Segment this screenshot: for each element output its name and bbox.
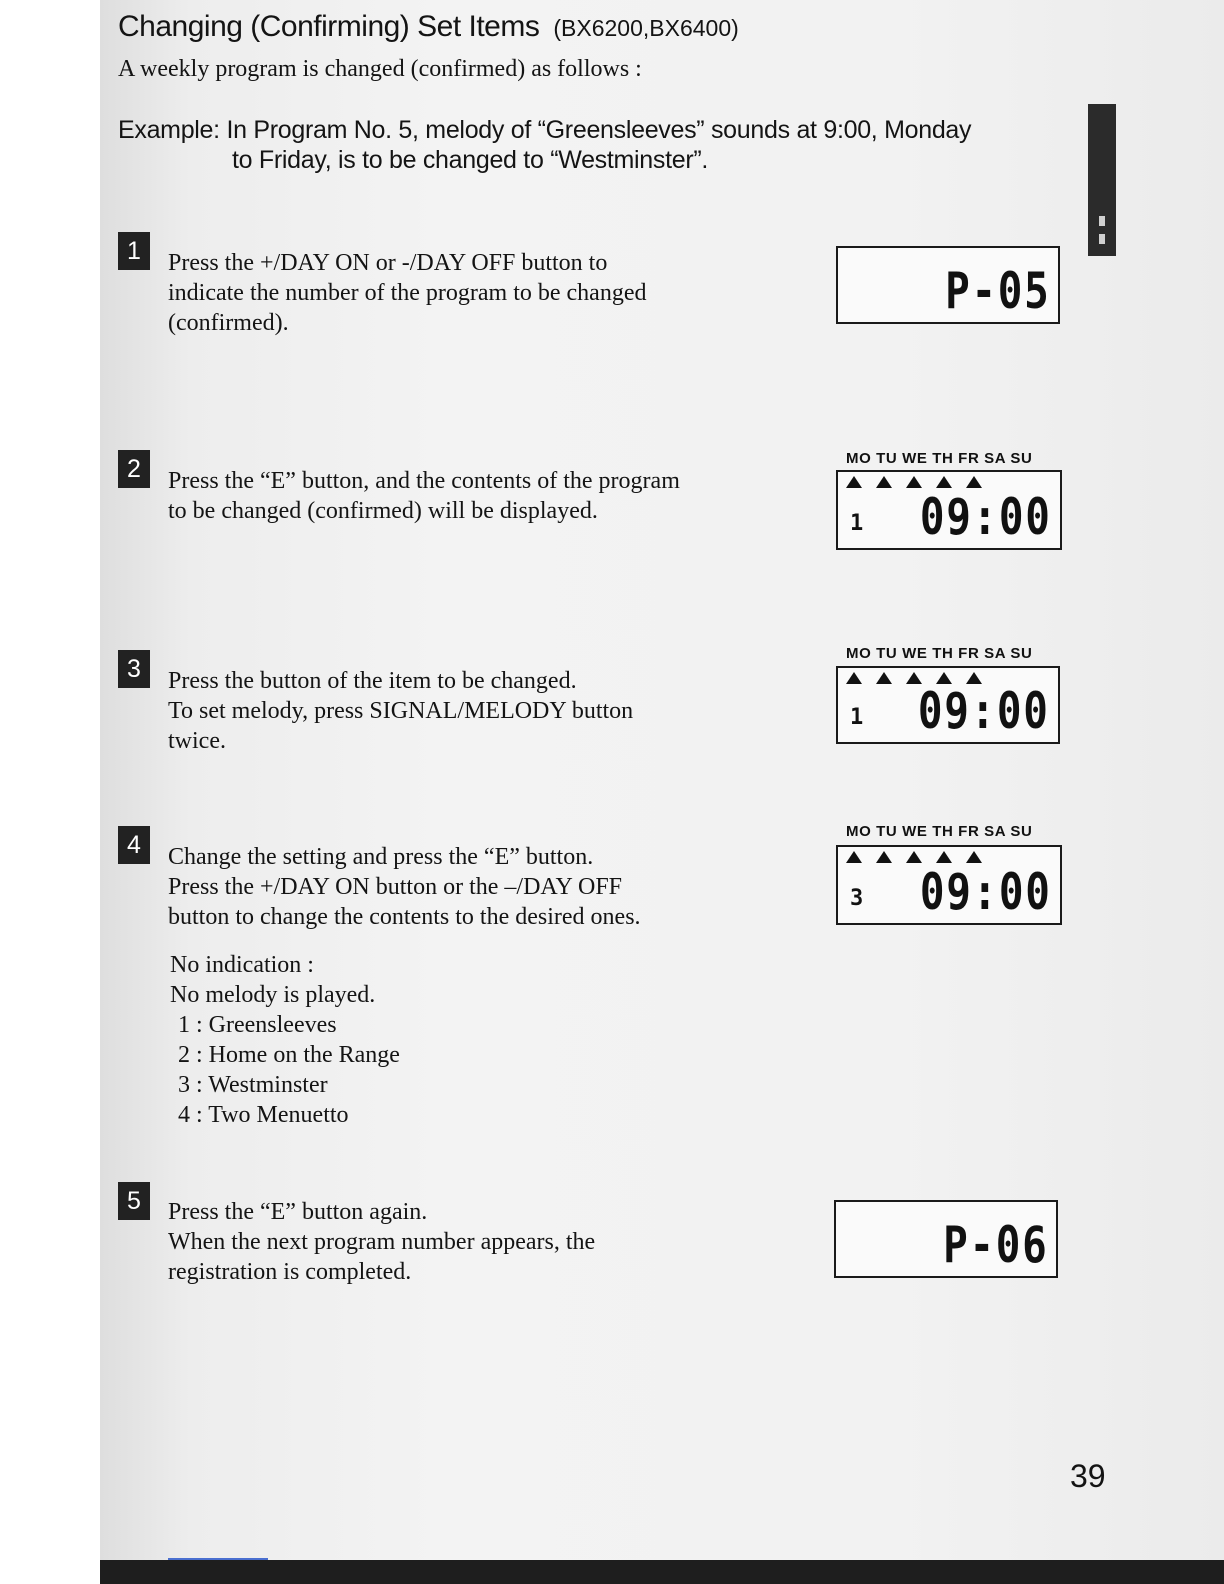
lcd-value: 09:00	[920, 488, 1052, 546]
step-text	[168, 842, 641, 932]
bottom-edge	[100, 1560, 1224, 1584]
lcd-value: 09:00	[918, 682, 1050, 740]
example-line: to Friday, is to be changed to “Westminster”.	[232, 146, 709, 174]
step-line: registration is completed.	[168, 1259, 412, 1285]
language-tab	[1088, 104, 1116, 256]
link-underline	[168, 1558, 268, 1560]
days-of-week-label: MO TU WE TH FR SA SU	[846, 645, 1033, 662]
days-of-week-label: MO TU WE TH FR SA SU	[846, 823, 1033, 840]
step-number: 4	[118, 826, 150, 864]
step-number: 3	[118, 650, 150, 688]
step-line: Press the “E” button, and the contents of the program	[168, 468, 680, 494]
melody-number: 1	[850, 511, 864, 536]
melody-number: 3	[850, 886, 864, 911]
example-line: Example: In Program No. 5, melody of “Greensleeves” sounds at 9:00, Monday	[118, 116, 972, 144]
step-text	[168, 248, 647, 338]
lcd-value: P-05	[944, 262, 1050, 320]
lcd-value: 09:00	[920, 863, 1052, 921]
step-number: 2	[118, 450, 150, 488]
step-line: Change the setting and press the “E” button.	[168, 844, 594, 870]
step-line: Press the button of the item to be changed.	[168, 668, 577, 694]
step-line: twice.	[168, 728, 226, 754]
step-line: To set melody, press SIGNAL/MELODY button	[168, 698, 634, 724]
step-line: Press the “E” button again.	[168, 1199, 428, 1225]
melody-option: 2 : Home on the Range	[178, 1042, 400, 1068]
days-of-week-label: MO TU WE TH FR SA SU	[846, 450, 1033, 467]
page-number: 39	[1070, 1458, 1106, 1494]
manual-page	[100, 0, 1224, 1584]
step-line: to be changed (confirmed) will be displayed.	[168, 498, 598, 524]
melody-option: 3 : Westminster	[178, 1072, 328, 1098]
tab-mark	[1099, 234, 1105, 244]
day-marker-icon	[846, 476, 862, 488]
step-line: indicate the number of the program to be changed	[168, 280, 647, 306]
step-text	[168, 1197, 595, 1287]
day-marker-icon	[876, 851, 892, 863]
step-text	[168, 666, 633, 756]
step-text	[168, 466, 680, 526]
melody-heading: No indication :	[170, 952, 314, 978]
step-line: button to change the contents to the desired ones.	[168, 904, 641, 930]
step-line: (confirmed).	[168, 310, 289, 336]
melody-number: 1	[850, 705, 864, 730]
title-models: (BX6200,BX6400)	[553, 15, 739, 41]
lcd-display	[836, 246, 1060, 324]
day-marker-icon	[876, 672, 892, 684]
lcd-value: P-06	[942, 1216, 1048, 1274]
lcd-display	[836, 470, 1062, 550]
tab-mark	[1099, 216, 1105, 226]
lcd-display	[836, 845, 1062, 925]
lcd-display	[834, 1200, 1058, 1278]
melody-options	[170, 950, 400, 1130]
step-number: 1	[118, 232, 150, 270]
lcd-display	[836, 666, 1060, 744]
step-line: Press the +/DAY ON button or the –/DAY OFF	[168, 874, 623, 900]
step-line: When the next program number appears, the	[168, 1229, 596, 1255]
section-title	[118, 10, 739, 44]
step-number: 5	[118, 1182, 150, 1220]
title-main: Changing (Confirming) Set Items	[118, 10, 540, 43]
page-margin	[0, 0, 100, 1584]
day-marker-icon	[846, 851, 862, 863]
melody-none: No melody is played.	[170, 982, 376, 1008]
day-marker-icon	[846, 672, 862, 684]
melody-option: 1 : Greensleeves	[178, 1012, 337, 1038]
melody-option: 4 : Two Menuetto	[178, 1102, 349, 1128]
day-marker-icon	[876, 476, 892, 488]
example-block	[118, 115, 1078, 175]
step-line: Press the +/DAY ON or -/DAY OFF button to	[168, 250, 608, 276]
intro-text: A weekly program is changed (confirmed) as follows :	[118, 56, 642, 82]
